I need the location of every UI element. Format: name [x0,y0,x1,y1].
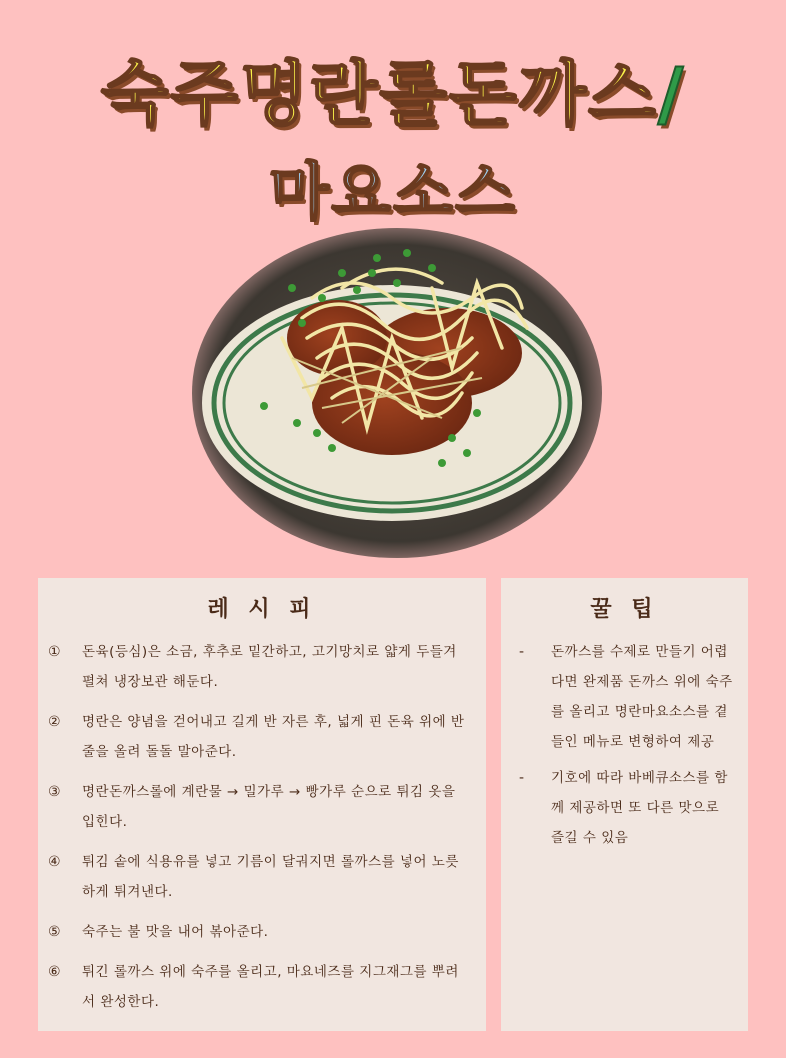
step-text: 튀김 솥에 식용유를 넣고 기름이 달궈지면 롤까스를 넣어 노릇하게 튀겨낸다. [82,854,459,900]
recipe-step [48,777,470,837]
recipe-step [48,707,470,767]
step-text: 돈육(등심)은 소금, 후추로 밑간하고, 고기망치로 얇게 두들겨 펼쳐 냉장보관 해둔다. [82,644,457,690]
step-number: ② [48,714,61,730]
step-number: ⑥ [48,964,61,980]
title-main: 숙주명란롤돈까스 [100,53,658,135]
recipe-step [48,957,470,1017]
title-slash: / [657,53,686,135]
step-number: ① [48,644,61,660]
tip-text: 기호에 따라 바베큐소스를 함께 제공하면 또 다른 맛으로 즐길 수 있음 [551,770,728,846]
tips-heading: 꿀 팁 [590,597,659,622]
tip-item [519,637,734,757]
recipe-step [48,847,470,907]
step-text: 명란돈까스롤에 계란물 → 밀가루 → 빵가루 순으로 튀김 옷을 입힌다. [82,784,456,830]
recipe-step [48,637,470,697]
tip-bullet: - [519,770,525,786]
tip-text: 돈까스를 수제로 만들기 어렵다면 완제품 돈까스 위에 숙주를 올리고 명란마요소스를 곁들인 메뉴로 변형하여 제공 [551,644,733,750]
dish-photo [192,228,602,558]
step-number: ③ [48,784,61,800]
step-text: 튀긴 롤까스 위에 숙주를 올리고, 마요네즈를 지그재그를 뿌려서 완성한다. [82,964,459,1010]
recipe-steps [38,637,486,1017]
step-number: ④ [48,854,61,870]
page-title-line1 [0,38,786,139]
recipe-panel [38,578,486,1031]
recipe-step [48,917,470,947]
tips-panel [501,578,748,1031]
tip-bullet: - [519,644,525,660]
step-text: 명란은 양념을 걷어내고 길게 반 자른 후, 넓게 핀 돈육 위에 반 줄을 올려 돌돌 말아준다. [82,714,465,760]
step-text: 숙주는 불 맛을 내어 볶아준다. [82,924,269,940]
step-number: ⑤ [48,924,61,940]
recipe-heading: 레 시 피 [207,597,317,622]
page-title-line2: 마요소스 [269,155,517,228]
tip-item [519,763,734,853]
tips-list [501,637,748,853]
